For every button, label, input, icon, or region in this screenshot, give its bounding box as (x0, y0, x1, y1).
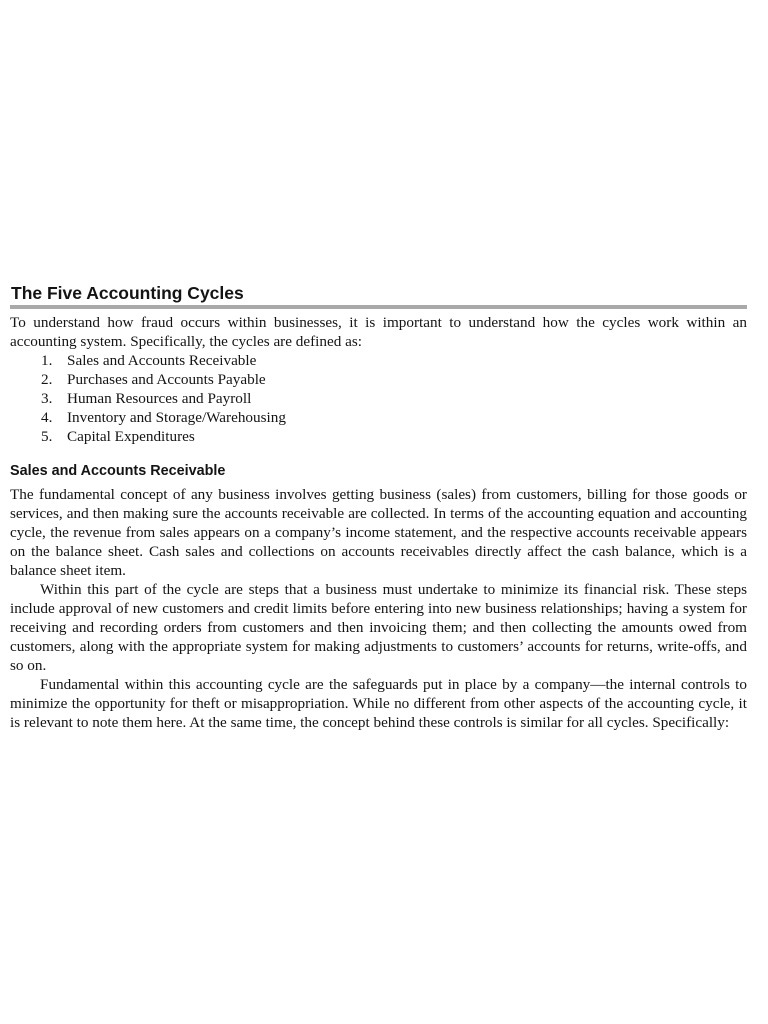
heading-rule (10, 305, 747, 309)
list-item-label: Human Resources and Payroll (67, 390, 252, 407)
list-item-number: 2. (41, 371, 53, 388)
cycles-list (10, 351, 747, 446)
body-paragraph: The fundamental concept of any business involves getting business (sales) from customers, billing for those goods or services, and then making sure the accounts receivable are collected. In terms of the accounting equation and accounting cycle, the revenue from sales appears on a company’s income statement, and the respective accounts receivable appears on the balance sheet. Cash sales and collections on accounts receivables directly affect the cash balance, which is a balance sheet item. (10, 486, 747, 579)
body-paragraph: Within this part of the cycle are steps that a business must undertake to minimize its financial risk. These steps include approval of new customers and credit limits before entering into new business relationships; having a system for receiving and recording orders from customers and then invoicing them; and then collecting the amounts owed from customers, along with the appropriate system for making adjustments to customers’ accounts for returns, write-offs, and so on. (10, 581, 747, 674)
intro-paragraph: To understand how fraud occurs within businesses, it is important to understand how the cycles work within an accounting system. Specifically, the cycles are defined as: (10, 314, 747, 350)
list-item (10, 351, 747, 370)
list-item-label: Purchases and Accounts Payable (67, 371, 266, 388)
list-item (10, 408, 747, 427)
list-item-number: 1. (41, 352, 53, 369)
list-item (10, 370, 747, 389)
body-paragraph: Fundamental within this accounting cycle are the safeguards put in place by a company—the internal controls to minimize the opportunity for theft or misappropriation. While no different from other aspects of the accounting cycle, it is relevant to note them here. At the same time, the concept behind these controls is similar for all cycles. Specifically: (10, 676, 747, 731)
list-item-label: Inventory and Storage/Warehousing (67, 409, 286, 426)
list-item-number: 3. (41, 390, 53, 407)
list-item (10, 389, 747, 408)
list-item-number: 4. (41, 409, 53, 426)
list-item (10, 427, 747, 446)
subsection-heading: Sales and Accounts Receivable (10, 463, 226, 479)
list-item-label: Capital Expenditures (67, 428, 195, 445)
document-page (10, 283, 747, 732)
section-heading: The Five Accounting Cycles (11, 283, 244, 303)
list-item-number: 5. (41, 428, 53, 445)
list-item-label: Sales and Accounts Receivable (67, 352, 257, 369)
